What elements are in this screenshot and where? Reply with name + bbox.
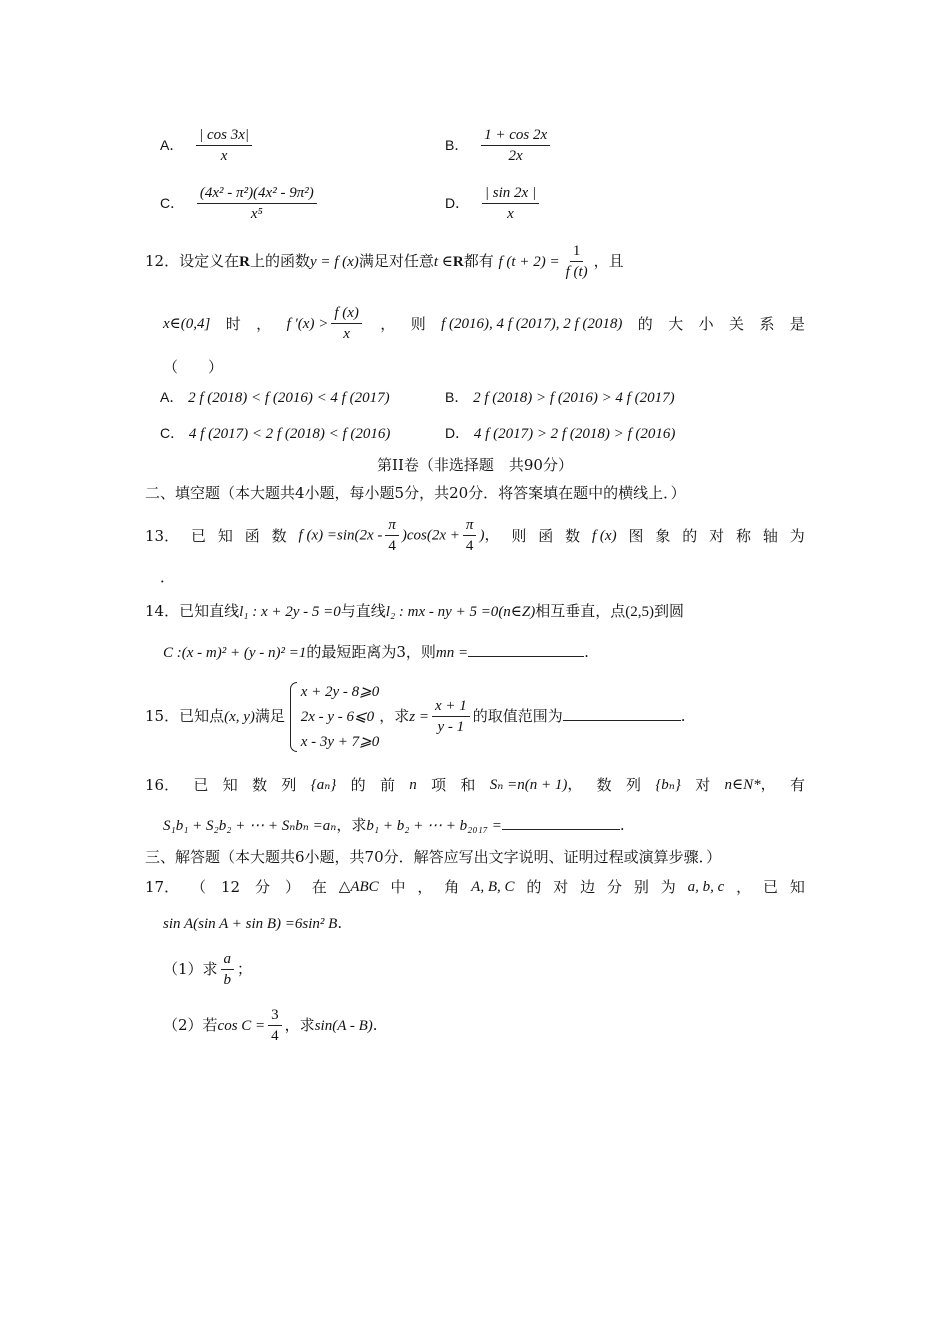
word: 的: [637, 314, 653, 333]
word: 列: [625, 776, 641, 794]
numerator: 1: [570, 244, 584, 262]
word: 象: [655, 526, 671, 545]
sides: a, b, c: [687, 879, 725, 895]
word: 则: [410, 314, 426, 333]
stem-text: 都有: [463, 252, 494, 270]
word: 图: [628, 526, 644, 545]
word: 分: [606, 878, 622, 896]
word: 和: [460, 776, 476, 794]
system-row: x + 2y - 8⩾0: [300, 683, 380, 700]
number: 13: [145, 526, 165, 545]
option-label: C．: [160, 425, 185, 441]
inequality-system: [290, 682, 380, 752]
answer-paren: （ ）: [163, 358, 224, 376]
word: 知: [222, 776, 238, 794]
option-text: 2 f (2018) < f (2016) < 4 f (2017): [188, 390, 390, 406]
answer-blank[interactable]: [502, 828, 620, 830]
word: 函: [538, 526, 554, 545]
stem-text: 的最短距离为3，则: [306, 643, 436, 661]
word: 是: [789, 314, 805, 333]
word: 列: [281, 776, 297, 794]
word: 的: [526, 878, 542, 896]
end-mark: .: [680, 707, 686, 725]
denominator: b: [223, 972, 232, 988]
math: n: [409, 777, 417, 793]
denominator: x: [220, 148, 228, 164]
word: 关: [729, 314, 745, 333]
part-label: （2）若: [163, 1016, 218, 1034]
math: sin(A - B): [314, 1018, 373, 1034]
word: 已: [193, 776, 209, 794]
option-text: 2 f (2018) > f (2016) > 4 f (2017): [473, 390, 675, 406]
word: 角: [444, 878, 460, 896]
stem-text: 满足对任意: [358, 252, 434, 270]
word: 边: [580, 878, 596, 896]
denominator: x: [507, 206, 514, 222]
word: 已: [190, 526, 206, 545]
q11-option-a: [160, 128, 255, 164]
q12-option-b: [445, 390, 675, 406]
word: 数: [271, 526, 287, 545]
word: 知: [217, 526, 233, 545]
q11-option-b: [445, 128, 553, 164]
part-label: （1）求: [163, 960, 218, 978]
word: 称: [736, 526, 752, 545]
word: 系: [759, 314, 775, 333]
comma: ，: [484, 527, 500, 544]
q11-option-c: [160, 186, 320, 222]
system-row: x - 3y + 7⩾0: [300, 733, 380, 750]
dot: ．: [164, 526, 180, 545]
question-number: [145, 880, 179, 895]
numerator: a: [221, 952, 235, 970]
line-l1: l₁ : x + 2y - 5 =0: [239, 604, 341, 620]
point: (x, y): [224, 709, 255, 725]
word: ，: [380, 314, 396, 333]
word: 的: [350, 776, 366, 794]
math: x∈(0,4]: [163, 315, 211, 332]
triangle: △ABC: [338, 879, 379, 895]
option-label: D．: [445, 195, 470, 211]
word: 对: [695, 776, 711, 794]
word: 大: [668, 314, 684, 333]
score: （ 12 分 ）: [190, 878, 301, 896]
option-label: B．: [445, 137, 469, 153]
numerator: 1 + cos 2x: [481, 128, 550, 146]
math: f (t + 2) =: [498, 254, 560, 270]
q14-line1: [145, 604, 684, 620]
end-mark: ；: [237, 960, 253, 978]
word: 轴: [762, 526, 778, 545]
math: f (x): [592, 527, 617, 544]
reals-symbol: R: [452, 254, 464, 270]
fraction: [463, 518, 477, 554]
stem-text: 15．已知点: [145, 707, 225, 725]
numerator: π: [385, 518, 399, 536]
stem-text: ，且: [593, 252, 624, 270]
numerator: π: [463, 518, 477, 536]
derivative: f ′(x) >: [286, 316, 329, 332]
question-number: [145, 778, 179, 793]
stem-text: 的取值范围为: [472, 707, 563, 725]
math: t ∈: [433, 254, 453, 270]
q16-line2: [163, 818, 625, 834]
stem-text: ，求: [284, 1016, 315, 1034]
equation: sin A(sin A + sin B) =6sin² B: [163, 916, 338, 932]
left-brace: [290, 682, 297, 752]
fraction: [482, 186, 539, 222]
q17-part2: [163, 1008, 378, 1044]
system-row: 2x - y - 6⩽0: [300, 708, 375, 725]
q12-option-c: [160, 426, 390, 442]
q16-stem: [145, 778, 805, 793]
word: ，: [736, 878, 752, 896]
angles: A, B, C: [471, 879, 515, 895]
q17-part1: [163, 952, 252, 988]
option-text: 4 f (2017) > 2 f (2018) > f (2016): [473, 426, 676, 442]
q12-line2: [163, 306, 805, 342]
expr-part: ): [479, 527, 485, 544]
fraction: [563, 244, 591, 280]
math: y = f (x): [309, 254, 359, 270]
section-title: 第II卷（非选择题 共90分）: [377, 456, 573, 474]
word: 有: [789, 776, 805, 794]
word: 小: [698, 314, 714, 333]
answer-blank[interactable]: [468, 655, 584, 657]
denominator: 2x: [508, 148, 523, 164]
expr-part: f (x) =sin(2x -: [298, 527, 383, 544]
denominator: 4: [271, 1028, 279, 1044]
dot: ．: [164, 776, 180, 794]
word: 则: [511, 526, 527, 545]
word: 中: [390, 878, 406, 896]
option-label: D．: [445, 425, 470, 441]
fraction: [331, 306, 362, 342]
word: 对: [553, 878, 569, 896]
fraction: [268, 1008, 282, 1044]
end-mark: .: [584, 643, 589, 661]
condition: (n∈Z): [498, 604, 536, 620]
math: [287, 306, 365, 342]
stem-text: ，求: [379, 707, 410, 725]
fraction: [221, 952, 235, 988]
q12-option-d: [445, 426, 675, 442]
answer-blank[interactable]: [563, 719, 681, 721]
q13-stem: [145, 518, 805, 554]
fraction: [197, 186, 317, 222]
word: 已: [763, 878, 779, 896]
option-label: A．: [160, 137, 184, 153]
word: 前: [379, 776, 395, 794]
math: Sₙ =n(n + 1): [489, 777, 568, 793]
point: (2,5): [625, 604, 655, 620]
math: mn =: [435, 645, 469, 661]
word: 知: [789, 878, 805, 896]
math: f (2016), 4 f (2017), 2 f (2018): [441, 315, 623, 332]
numerator: | sin 2x |: [482, 186, 539, 204]
q14-line2: [163, 645, 589, 661]
stem-text: 上的函数: [249, 252, 310, 270]
q17-given: [163, 916, 342, 932]
q13-end: ．: [160, 568, 176, 586]
math: S₁b₁ + S₂b₂ + ⋯ + Sₙbₙ =aₙ: [163, 818, 337, 834]
sequence-b: {bₙ}: [655, 777, 681, 793]
word: ，: [256, 314, 272, 333]
circle-equation: C :(x - m)² + (y - n)² =1: [163, 645, 307, 661]
math: n∈N*: [724, 777, 761, 793]
denominator: 4: [465, 538, 474, 554]
word: 数: [565, 526, 581, 545]
word: 别: [633, 878, 649, 896]
numerator: f (x): [331, 306, 362, 324]
q12-option-a: [160, 390, 390, 406]
number: 16: [145, 776, 165, 794]
fraction: [385, 518, 399, 554]
stem-text: 满足: [254, 707, 285, 725]
word: 为: [660, 878, 676, 896]
q17-stem: [145, 880, 805, 895]
q11-option-d: [445, 186, 542, 222]
word: 时: [225, 314, 241, 333]
denominator: f (t): [565, 264, 588, 280]
fraction: [481, 128, 550, 164]
section-heading: 二、填空题（本大题共4小题，每小题5分，共20分．将答案填在题中的横线上．）: [145, 484, 686, 502]
stem-text: 到圆: [654, 602, 685, 620]
denominator: x⁵: [250, 206, 263, 222]
expr-part: )cos(2x +: [401, 527, 460, 544]
word: 为: [789, 526, 805, 545]
denominator: y - 1: [437, 719, 465, 735]
system-rows: [301, 685, 380, 750]
end-mark: .: [619, 816, 625, 834]
number: 17: [145, 878, 165, 896]
q12-stem: [145, 244, 624, 280]
stem-text: 相互垂直，点: [535, 602, 626, 620]
comma: ，: [760, 777, 776, 793]
option-text: 4 f (2017) < 2 f (2018) < f (2016): [188, 426, 391, 442]
function-expression: [299, 518, 500, 554]
math: z =: [409, 709, 429, 725]
fraction: [432, 699, 470, 735]
question-number: [145, 526, 180, 545]
stem-text: 与直线: [340, 602, 386, 620]
word: 数: [252, 776, 268, 794]
option-label: B．: [445, 389, 469, 405]
math: cos C =: [217, 1018, 266, 1034]
numerator: 3: [268, 1008, 282, 1026]
reals-symbol: R: [239, 254, 250, 270]
natural-numbers: [725, 778, 776, 793]
end-mark: .: [337, 914, 343, 932]
stem-text: 12．设定义在: [145, 252, 240, 270]
numerator: (4x² - π²)(4x² - 9π²): [197, 186, 317, 204]
fraction: [196, 128, 252, 164]
q15-stem: [145, 682, 686, 752]
word: 项: [431, 776, 447, 794]
stem-text: ，求: [336, 816, 367, 834]
line-l2: l₂ : mx - ny + 5 =0: [385, 604, 499, 620]
word: 的: [682, 526, 698, 545]
stem-text: 14．已知直线: [145, 602, 240, 620]
word: 对: [709, 526, 725, 545]
word: 函: [244, 526, 260, 545]
math: b₁ + b₂ + ⋯ + b₂₀₁₇ =: [366, 818, 502, 834]
option-label: C．: [160, 195, 185, 211]
comma: ，: [567, 777, 583, 793]
partial-sum: [490, 778, 583, 793]
numerator: | cos 3x|: [196, 128, 252, 146]
word: 在: [311, 878, 327, 896]
word: ，: [417, 878, 433, 896]
numerator: x + 1: [432, 699, 470, 717]
denominator: x: [343, 326, 350, 342]
option-label: A．: [160, 389, 184, 405]
denominator: 4: [388, 538, 396, 554]
end-mark: .: [372, 1016, 378, 1034]
dot: ．: [164, 878, 180, 896]
sequence-a: {aₙ}: [310, 777, 337, 793]
word: 数: [596, 776, 612, 794]
section-heading: 三、解答题（本大题共6小题，共70分．解答应写出文字说明、证明过程或演算步骤．）: [145, 848, 722, 866]
